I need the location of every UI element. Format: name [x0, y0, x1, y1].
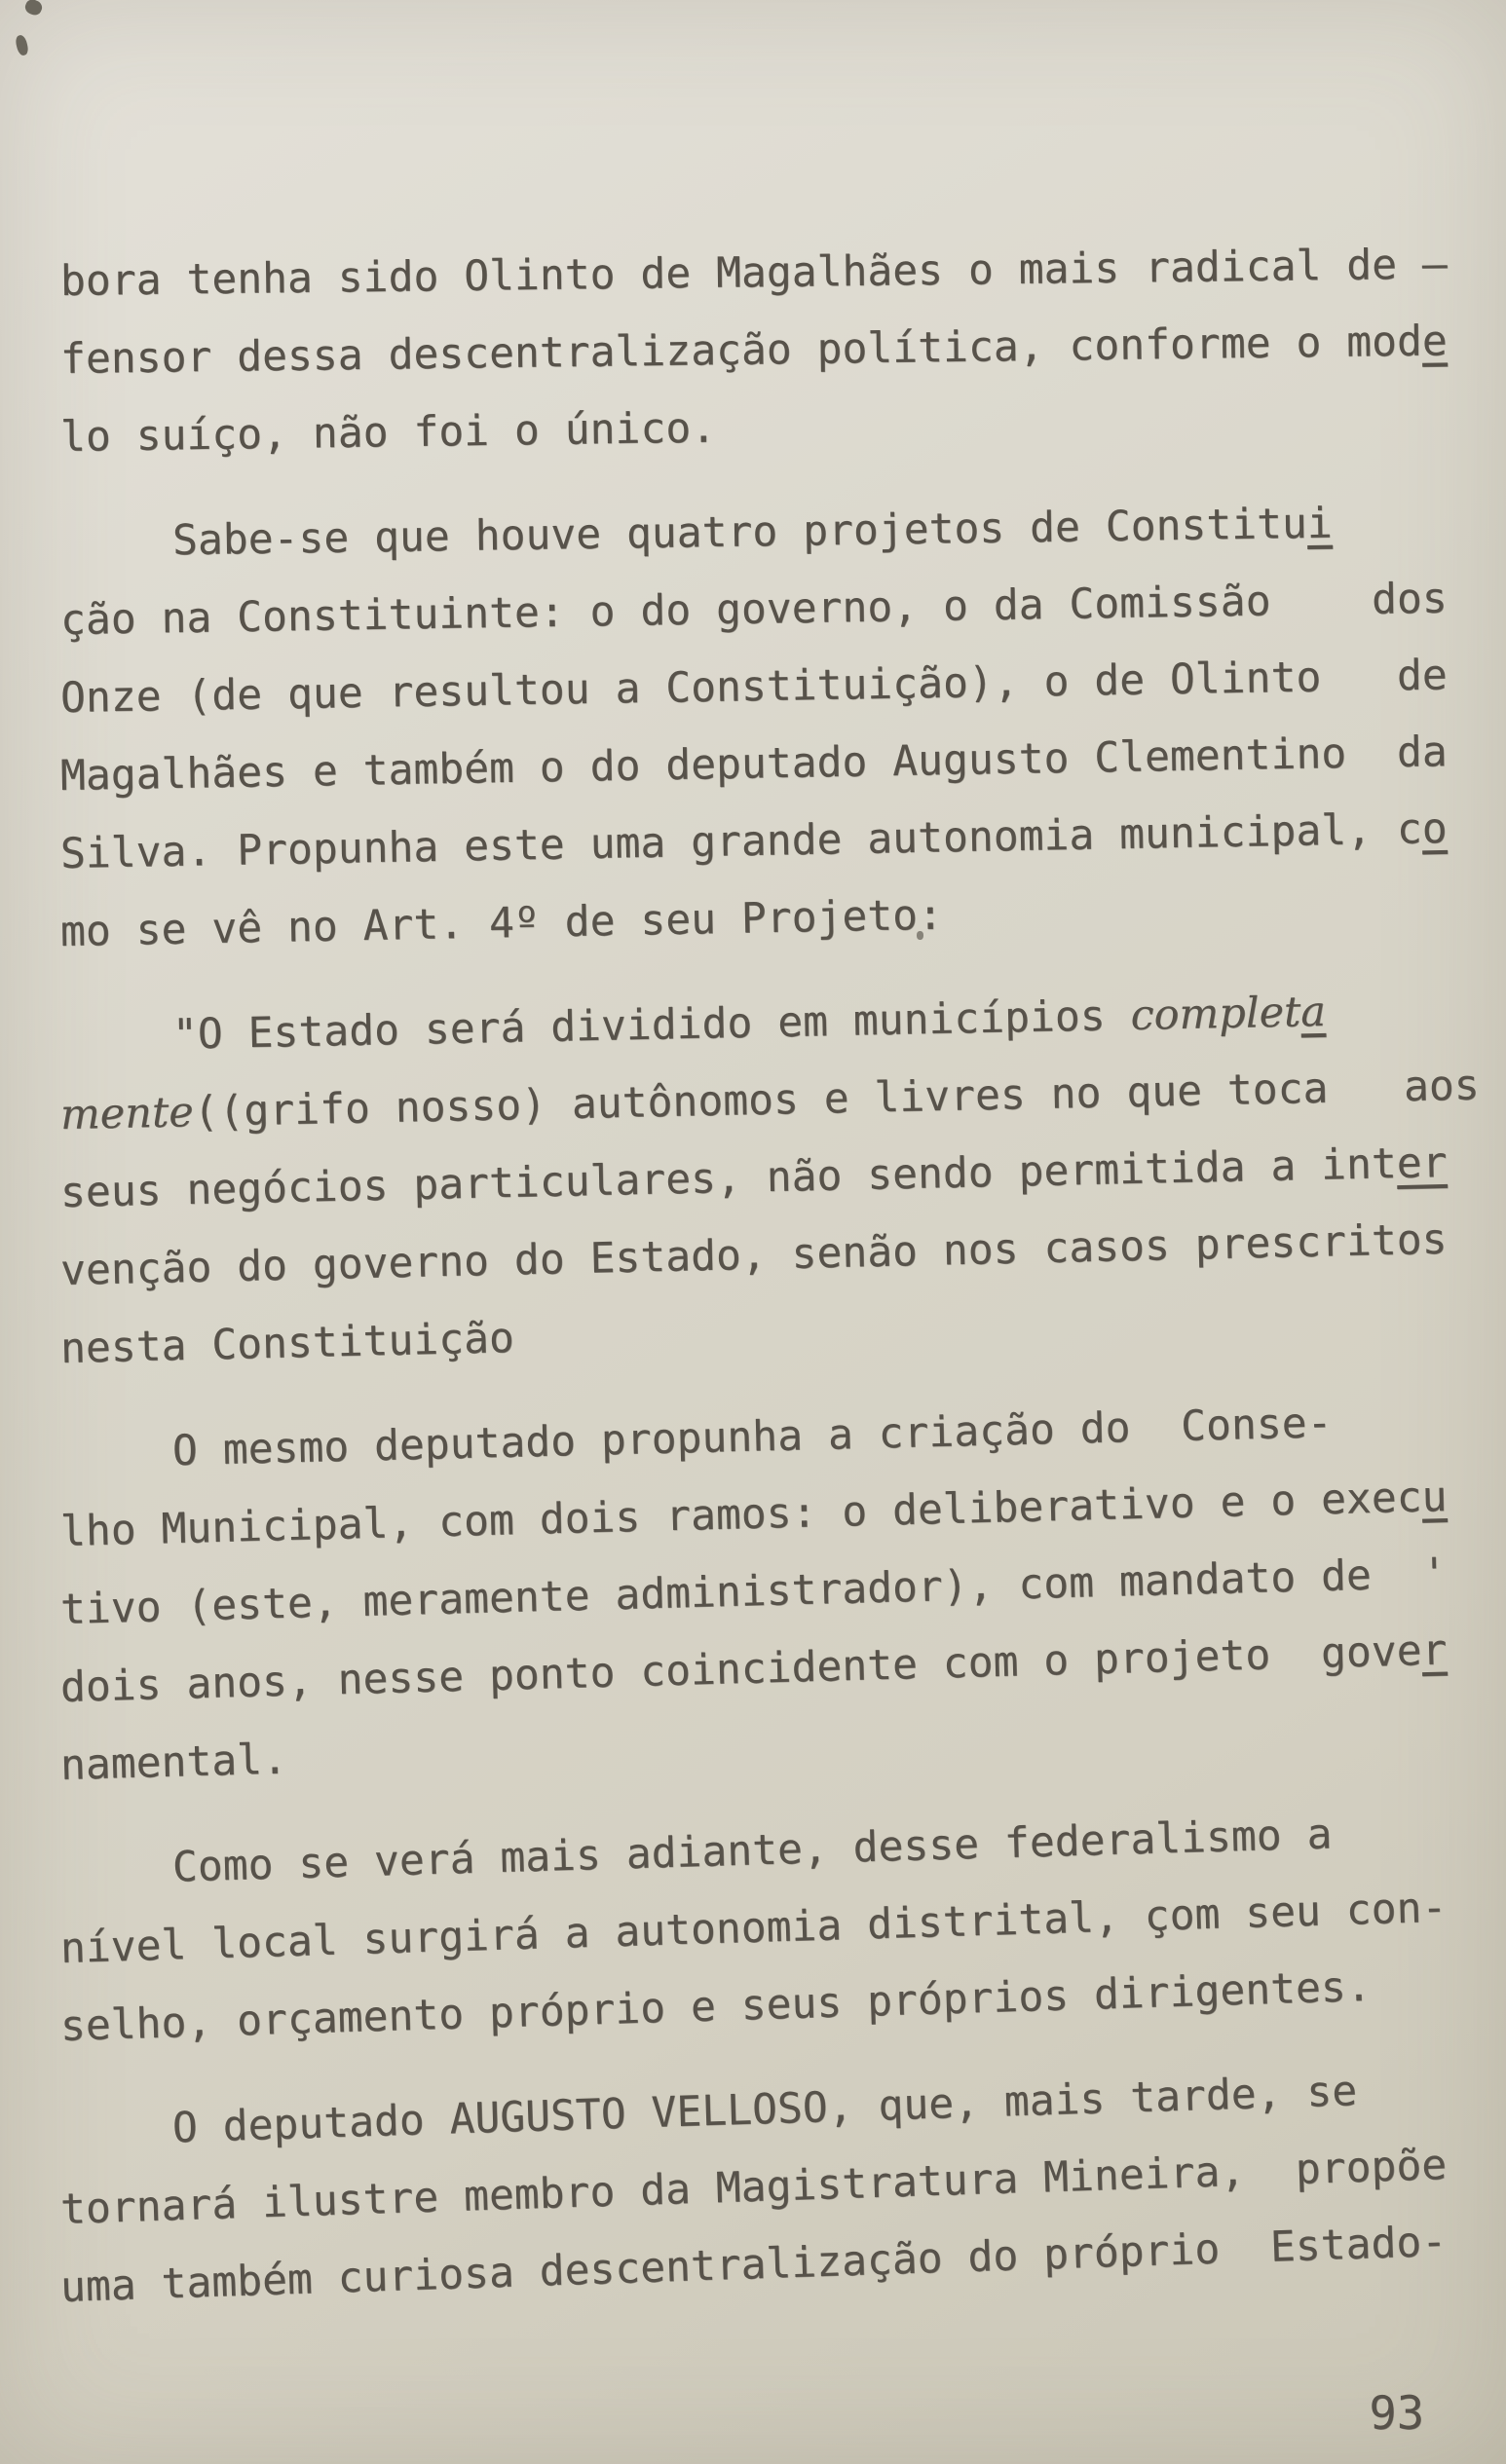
page-text	[59, 240, 1483, 2327]
text-segment: e	[1421, 317, 1449, 366]
text-segment: a	[1299, 987, 1327, 1037]
text-segment: u	[1420, 1472, 1449, 1522]
scan-artifact	[23, 0, 44, 18]
text-segment: lo suíço, não foi o único.	[59, 403, 717, 462]
text-segment: mente	[59, 1088, 195, 1139]
text-segment: O deputado AUGUSTO VELLOSO, que, mais tarde, se	[171, 2067, 1358, 2153]
text-segment: i	[1306, 499, 1334, 549]
scan-artifact	[15, 34, 30, 56]
text-segment: Sabe-se que houve quatro projetos de Constitu	[171, 500, 1308, 566]
text-segment: bora tenha sido Olinto de Magalhães o mais radical de —	[59, 240, 1449, 306]
text-segment: r	[1420, 1625, 1449, 1676]
text-segment: ção na Constituinte: o do governo, o da Comissão dos	[59, 574, 1449, 645]
text-segment: O mesmo deputado propunha a criação do Conse-	[171, 1399, 1334, 1476]
text-segment: fensor dessa descentralização política, conforme o mod	[59, 317, 1423, 384]
text-segment: venção do governo do Estado, senão nos casos prescritos	[59, 1214, 1449, 1295]
text-segment: namental.	[59, 1735, 288, 1790]
page-number: 93	[1369, 2387, 1424, 2441]
text-segment: complet	[1130, 988, 1301, 1040]
text-segment: "O Estado será dividido em municípios	[171, 990, 1132, 1060]
text-segment: er	[1396, 1138, 1449, 1189]
text-segment: mo se vê no Art. 4º de seu Projeto:	[59, 890, 944, 956]
text-segment: tivo (este, meramente administrador), com mandato de '	[59, 1549, 1449, 1634]
text-segment: tornará ilustre membro da Magistratura Mineira, propõe	[59, 2141, 1448, 2234]
text-segment: Onze (de que resultou a Constituição), o de Olinto de	[59, 651, 1449, 723]
text-segment: uma também curiosa descentralização do próprio Estado-	[59, 2217, 1448, 2312]
text-segment: selho, orçamento próprio e seus próprios dirigentes.	[59, 1961, 1373, 2051]
text-segment: dois anos, nesse ponto coincidente com o projeto gove	[59, 1626, 1423, 1712]
text-segment: seus negócios particulares, não sendo permitida a int	[59, 1139, 1398, 1217]
text-segment: nível local surgirá a autonomia distrital, çom seu con-	[59, 1883, 1448, 1973]
text-segment: ((grifo nosso) autônomos e livres no que toca aos	[193, 1061, 1481, 1138]
text-segment: Silva. Propunha este uma grande autonomia municipal, c	[59, 804, 1423, 878]
text-segment: Como se verá mais adiante, desse federalismo a	[171, 1810, 1334, 1892]
text-segment: o	[1421, 803, 1449, 854]
text-segment: Magalhães e também o do deputado Augusto Clementino da	[59, 728, 1449, 801]
text-segment: nesta Constituição	[59, 1314, 515, 1373]
text-segment: lho Municipal, com dois ramos: o deliberativo e o exec	[59, 1473, 1423, 1556]
